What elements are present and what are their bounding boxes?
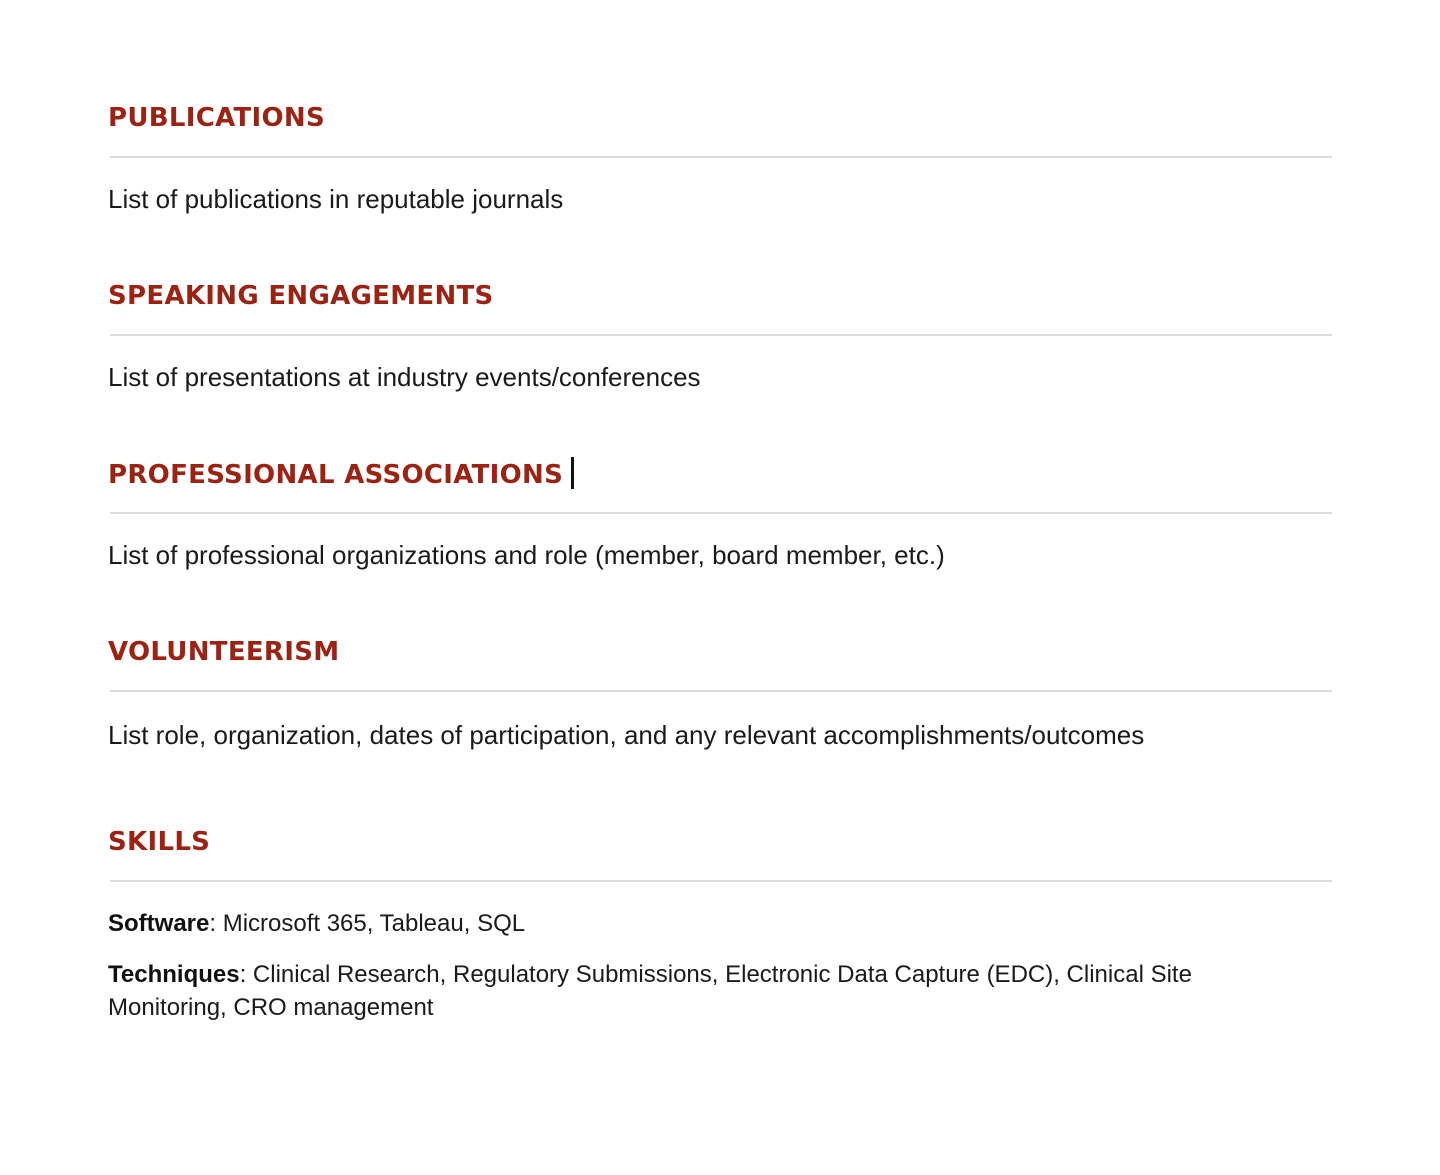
- techniques-skills-line[interactable]: [108, 958, 1208, 1024]
- publications-heading[interactable]: PUBLICATIONS: [108, 103, 326, 133]
- professional-associations-heading-text: PROFESSIONAL ASSOCIATIONS: [108, 460, 564, 490]
- speaking-engagements-text[interactable]: List of presentations at industry events/conferences: [108, 362, 701, 392]
- text-cursor: [571, 457, 574, 489]
- professional-associations-heading[interactable]: [108, 457, 574, 492]
- techniques-value: : Clinical Research, Regulatory Submissions, Electronic Data Capture (EDC), Clinical Site Monitoring, CRO management: [108, 961, 1192, 1021]
- software-label: Software: [108, 910, 210, 937]
- techniques-label: Techniques: [108, 961, 240, 988]
- section-divider: [110, 512, 1332, 514]
- volunteerism-text[interactable]: List role, organization, dates of participation, and any relevant accomplishments/outcomes: [108, 720, 1145, 750]
- software-skills-line[interactable]: [108, 907, 1208, 940]
- software-value: : Microsoft 365, Tableau, SQL: [209, 910, 526, 937]
- speaking-engagements-heading[interactable]: SPEAKING ENGAGEMENTS: [108, 281, 494, 311]
- section-divider: [110, 334, 1332, 336]
- section-divider: [110, 156, 1332, 158]
- publications-text[interactable]: List of publications in reputable journals: [108, 184, 564, 214]
- section-divider: [110, 690, 1332, 692]
- professional-associations-text[interactable]: List of professional organizations and role (member, board member, etc.): [108, 540, 945, 570]
- skills-heading[interactable]: SKILLS: [108, 827, 211, 857]
- section-divider: [110, 880, 1332, 882]
- volunteerism-heading[interactable]: VOLUNTEERISM: [108, 637, 340, 667]
